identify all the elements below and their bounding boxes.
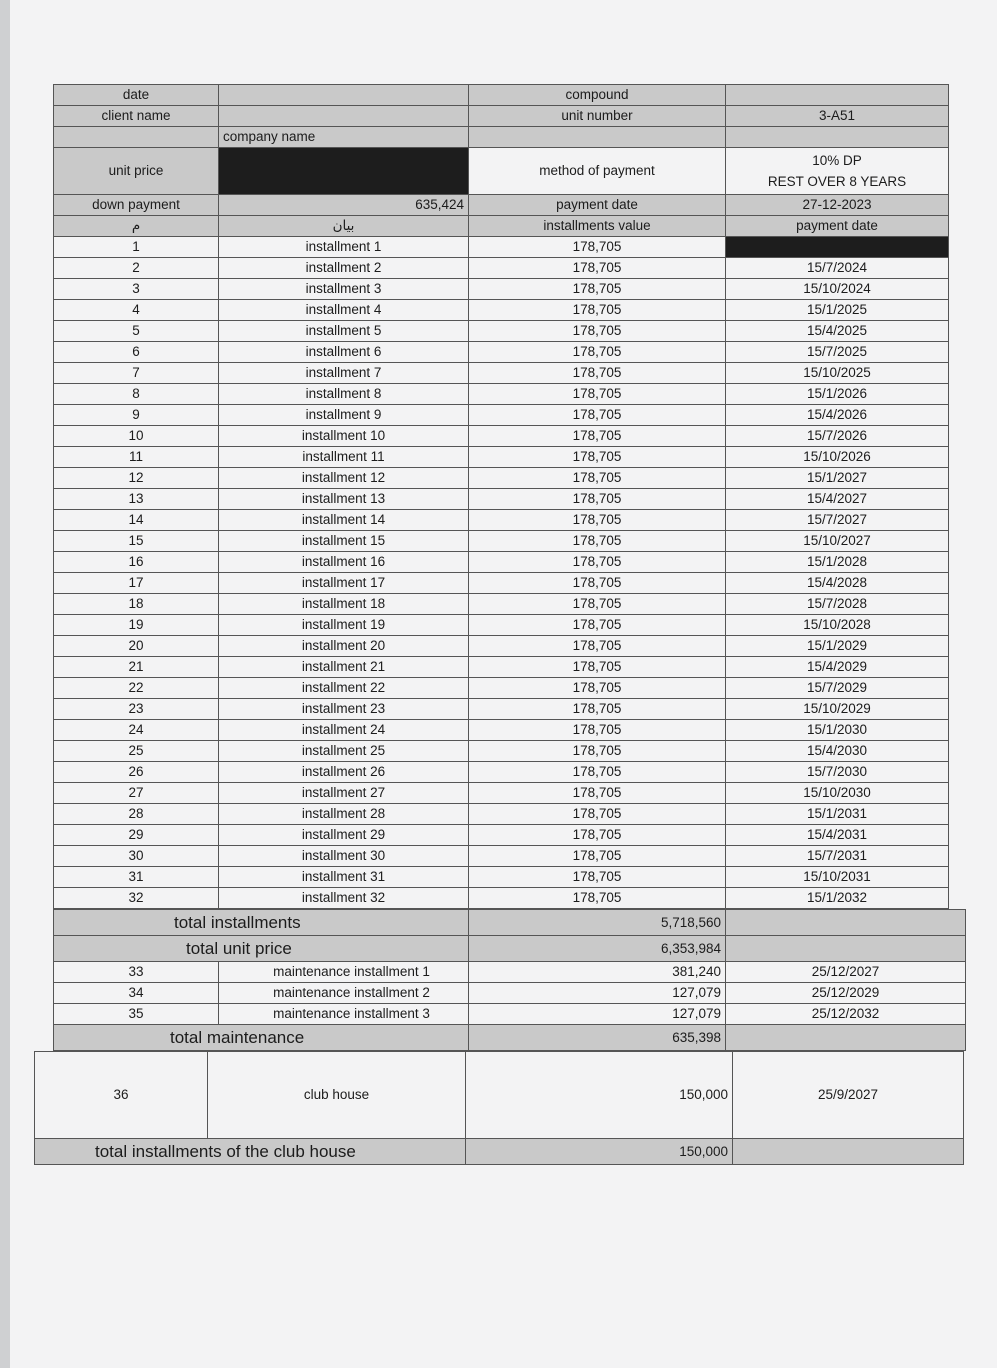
down-payment-value: 635,424 [219, 195, 469, 216]
company-name-label: company name [219, 127, 469, 148]
installment-label: installment 20 [219, 636, 469, 657]
installment-value: 178,705 [469, 699, 726, 720]
installment-label: installment 16 [219, 552, 469, 573]
installment-number: 2 [54, 258, 219, 279]
installment-date: 15/4/2031 [726, 825, 949, 846]
installment-label: installment 27 [219, 783, 469, 804]
installment-date: 15/4/2030 [726, 741, 949, 762]
installment-number: 14 [54, 510, 219, 531]
installment-number: 30 [54, 846, 219, 867]
installment-row [54, 804, 949, 825]
method-of-payment-label: method of payment [469, 148, 726, 195]
installment-row [54, 825, 949, 846]
installment-value: 178,705 [469, 279, 726, 300]
installment-value: 178,705 [469, 342, 726, 363]
installment-value: 178,705 [469, 804, 726, 825]
installment-number: 6 [54, 342, 219, 363]
installment-date: 15/7/2028 [726, 594, 949, 615]
installment-date: 15/1/2030 [726, 720, 949, 741]
installment-value: 178,705 [469, 405, 726, 426]
client-name-label: client name [54, 106, 219, 127]
total-maintenance-value: 635,398 [469, 1025, 726, 1051]
installment-number: 17 [54, 573, 219, 594]
installment-row [54, 468, 949, 489]
installment-row [54, 363, 949, 384]
installment-date: 15/10/2028 [726, 615, 949, 636]
installment-value: 178,705 [469, 468, 726, 489]
installment-number: 7 [54, 363, 219, 384]
down-payment-date: 27-12-2023 [726, 195, 949, 216]
installment-label: installment 29 [219, 825, 469, 846]
installment-value: 178,705 [469, 531, 726, 552]
installment-row [54, 489, 949, 510]
installment-row [54, 510, 949, 531]
installment-value: 178,705 [469, 237, 726, 258]
column-date-header: payment date [726, 216, 949, 237]
installment-date: 15/1/2031 [726, 804, 949, 825]
installment-value: 178,705 [469, 825, 726, 846]
total-club-house-label: total installments of the club house [35, 1139, 466, 1165]
installment-value: 178,705 [469, 321, 726, 342]
installment-row [54, 552, 949, 573]
installment-number: 22 [54, 678, 219, 699]
installment-row [54, 384, 949, 405]
installment-row [54, 405, 949, 426]
installment-value: 178,705 [469, 447, 726, 468]
installment-date: 15/4/2028 [726, 573, 949, 594]
installment-number: 21 [54, 657, 219, 678]
installment-row [54, 426, 949, 447]
maintenance-value: 127,079 [469, 1004, 726, 1025]
installment-row [54, 447, 949, 468]
installment-date: 15/4/2026 [726, 405, 949, 426]
installment-date: 15/7/2029 [726, 678, 949, 699]
maintenance-value: 381,240 [469, 962, 726, 983]
installment-row [54, 699, 949, 720]
installment-value: 178,705 [469, 594, 726, 615]
installment-label: installment 8 [219, 384, 469, 405]
installment-label: installment 18 [219, 594, 469, 615]
total-unit-price-label: total unit price [54, 936, 469, 962]
club-house-date: 25/9/2027 [733, 1052, 964, 1139]
maintenance-row [54, 983, 966, 1004]
date-label: date [54, 85, 219, 106]
installment-date: 15/7/2025 [726, 342, 949, 363]
maintenance-number: 34 [54, 983, 219, 1004]
installment-label: installment 6 [219, 342, 469, 363]
installment-number: 1 [54, 237, 219, 258]
installment-number: 12 [54, 468, 219, 489]
installment-date: 15/10/2026 [726, 447, 949, 468]
installment-number: 4 [54, 300, 219, 321]
installment-row [54, 279, 949, 300]
column-description-header: بيان [219, 216, 469, 237]
installment-label: installment 14 [219, 510, 469, 531]
installment-row [54, 888, 949, 909]
maintenance-date: 25/12/2029 [726, 983, 966, 1004]
installment-date: 15/7/2030 [726, 762, 949, 783]
installment-date: 15/1/2027 [726, 468, 949, 489]
installment-row [54, 657, 949, 678]
installment-label: installment 22 [219, 678, 469, 699]
installment-row [54, 762, 949, 783]
installment-date: 15/1/2029 [726, 636, 949, 657]
installment-label: installment 1 [219, 237, 469, 258]
installment-number: 31 [54, 867, 219, 888]
method-line-2: REST OVER 8 YEARS [767, 174, 907, 189]
installment-label: installment 3 [219, 279, 469, 300]
installment-value: 178,705 [469, 720, 726, 741]
installment-row [54, 573, 949, 594]
installment-row [54, 594, 949, 615]
unit-number-label: unit number [469, 106, 726, 127]
installment-number: 15 [54, 531, 219, 552]
installment-label: installment 4 [219, 300, 469, 321]
maintenance-date: 25/12/2032 [726, 1004, 966, 1025]
club-house-number: 36 [35, 1052, 208, 1139]
redacted-unit-price [219, 148, 469, 195]
installment-date: 15/10/2030 [726, 783, 949, 804]
installment-label: installment 23 [219, 699, 469, 720]
installment-value: 178,705 [469, 363, 726, 384]
installment-row [54, 636, 949, 657]
installment-number: 23 [54, 699, 219, 720]
installment-date: 15/10/2027 [726, 531, 949, 552]
installment-label: installment 28 [219, 804, 469, 825]
installment-row [54, 783, 949, 804]
installment-number: 8 [54, 384, 219, 405]
installment-row [54, 321, 949, 342]
installment-label: installment 21 [219, 657, 469, 678]
club-house-value: 150,000 [466, 1052, 733, 1139]
installment-value: 178,705 [469, 678, 726, 699]
maintenance-number: 35 [54, 1004, 219, 1025]
installment-label: installment 31 [219, 867, 469, 888]
installment-date: 15/1/2032 [726, 888, 949, 909]
installment-number: 28 [54, 804, 219, 825]
maintenance-number: 33 [54, 962, 219, 983]
installment-value: 178,705 [469, 867, 726, 888]
installment-row [54, 300, 949, 321]
installment-row [54, 720, 949, 741]
installment-number: 18 [54, 594, 219, 615]
unit-number-value: 3-A51 [726, 106, 949, 127]
total-unit-price-value: 6,353,984 [469, 936, 726, 962]
installment-label: installment 30 [219, 846, 469, 867]
compound-label: compound [469, 85, 726, 106]
installment-number: 32 [54, 888, 219, 909]
installment-date: 15/10/2029 [726, 699, 949, 720]
installment-number: 5 [54, 321, 219, 342]
maintenance-date: 25/12/2027 [726, 962, 966, 983]
installment-number: 11 [54, 447, 219, 468]
installment-number: 13 [54, 489, 219, 510]
installment-value: 178,705 [469, 615, 726, 636]
maintenance-label: maintenance installment 2 [219, 983, 469, 1004]
installment-number: 29 [54, 825, 219, 846]
maintenance-row [54, 1004, 966, 1025]
installment-number: 16 [54, 552, 219, 573]
installment-value: 178,705 [469, 258, 726, 279]
installment-label: installment 2 [219, 258, 469, 279]
installment-value: 178,705 [469, 783, 726, 804]
installment-row [54, 741, 949, 762]
installment-label: installment 25 [219, 741, 469, 762]
installment-label: installment 5 [219, 321, 469, 342]
installment-row [54, 531, 949, 552]
installment-date: 15/1/2028 [726, 552, 949, 573]
maintenance-row [54, 962, 966, 983]
installment-number: 10 [54, 426, 219, 447]
column-number-header: م [54, 216, 219, 237]
installment-row [54, 615, 949, 636]
payment-date-label: payment date [469, 195, 726, 216]
installment-label: installment 19 [219, 615, 469, 636]
installment-value: 178,705 [469, 573, 726, 594]
installment-date [726, 237, 949, 258]
installment-value: 178,705 [469, 762, 726, 783]
installment-date: 15/1/2026 [726, 384, 949, 405]
installment-number: 19 [54, 615, 219, 636]
installment-date: 15/7/2031 [726, 846, 949, 867]
installment-number: 24 [54, 720, 219, 741]
installment-label: installment 24 [219, 720, 469, 741]
installment-date: 15/7/2026 [726, 426, 949, 447]
installment-value: 178,705 [469, 510, 726, 531]
installment-number: 20 [54, 636, 219, 657]
installment-value: 178,705 [469, 384, 726, 405]
payment-schedule-table [53, 84, 948, 1165]
installment-row [54, 237, 949, 258]
installment-number: 27 [54, 783, 219, 804]
unit-price-label: unit price [54, 148, 219, 195]
installment-row [54, 678, 949, 699]
installment-label: installment 13 [219, 489, 469, 510]
maintenance-label: maintenance installment 1 [219, 962, 469, 983]
installment-label: installment 9 [219, 405, 469, 426]
installment-label: installment 15 [219, 531, 469, 552]
installment-date: 15/4/2029 [726, 657, 949, 678]
maintenance-value: 127,079 [469, 983, 726, 1004]
installment-row [54, 846, 949, 867]
installment-number: 26 [54, 762, 219, 783]
installment-label: installment 12 [219, 468, 469, 489]
installment-label: installment 17 [219, 573, 469, 594]
installment-value: 178,705 [469, 489, 726, 510]
total-installments-value: 5,718,560 [469, 910, 726, 936]
installment-date: 15/1/2025 [726, 300, 949, 321]
installment-date: 15/7/2024 [726, 258, 949, 279]
total-club-house-value: 150,000 [466, 1139, 733, 1165]
installment-label: installment 11 [219, 447, 469, 468]
installment-label: installment 7 [219, 363, 469, 384]
installment-date: 15/10/2024 [726, 279, 949, 300]
club-house-label: club house [208, 1052, 466, 1139]
installment-row [54, 867, 949, 888]
total-installments-label: total installments [54, 910, 469, 936]
total-maintenance-label: total maintenance [54, 1025, 469, 1051]
installment-number: 3 [54, 279, 219, 300]
installment-value: 178,705 [469, 300, 726, 321]
installment-date: 15/10/2031 [726, 867, 949, 888]
installment-number: 9 [54, 405, 219, 426]
installment-value: 178,705 [469, 636, 726, 657]
installment-number: 25 [54, 741, 219, 762]
installment-date: 15/10/2025 [726, 363, 949, 384]
down-payment-label: down payment [54, 195, 219, 216]
installment-value: 178,705 [469, 888, 726, 909]
maintenance-label: maintenance installment 3 [219, 1004, 469, 1025]
installment-label: installment 26 [219, 762, 469, 783]
installment-label: installment 10 [219, 426, 469, 447]
installment-date: 15/7/2027 [726, 510, 949, 531]
installment-value: 178,705 [469, 552, 726, 573]
installment-label: installment 32 [219, 888, 469, 909]
column-value-header: installments value [469, 216, 726, 237]
method-line-1: 10% DP [812, 153, 862, 168]
installment-row [54, 258, 949, 279]
installment-value: 178,705 [469, 657, 726, 678]
installment-date: 15/4/2025 [726, 321, 949, 342]
installment-value: 178,705 [469, 426, 726, 447]
installment-value: 178,705 [469, 846, 726, 867]
installment-date: 15/4/2027 [726, 489, 949, 510]
installment-row [54, 342, 949, 363]
installment-value: 178,705 [469, 741, 726, 762]
